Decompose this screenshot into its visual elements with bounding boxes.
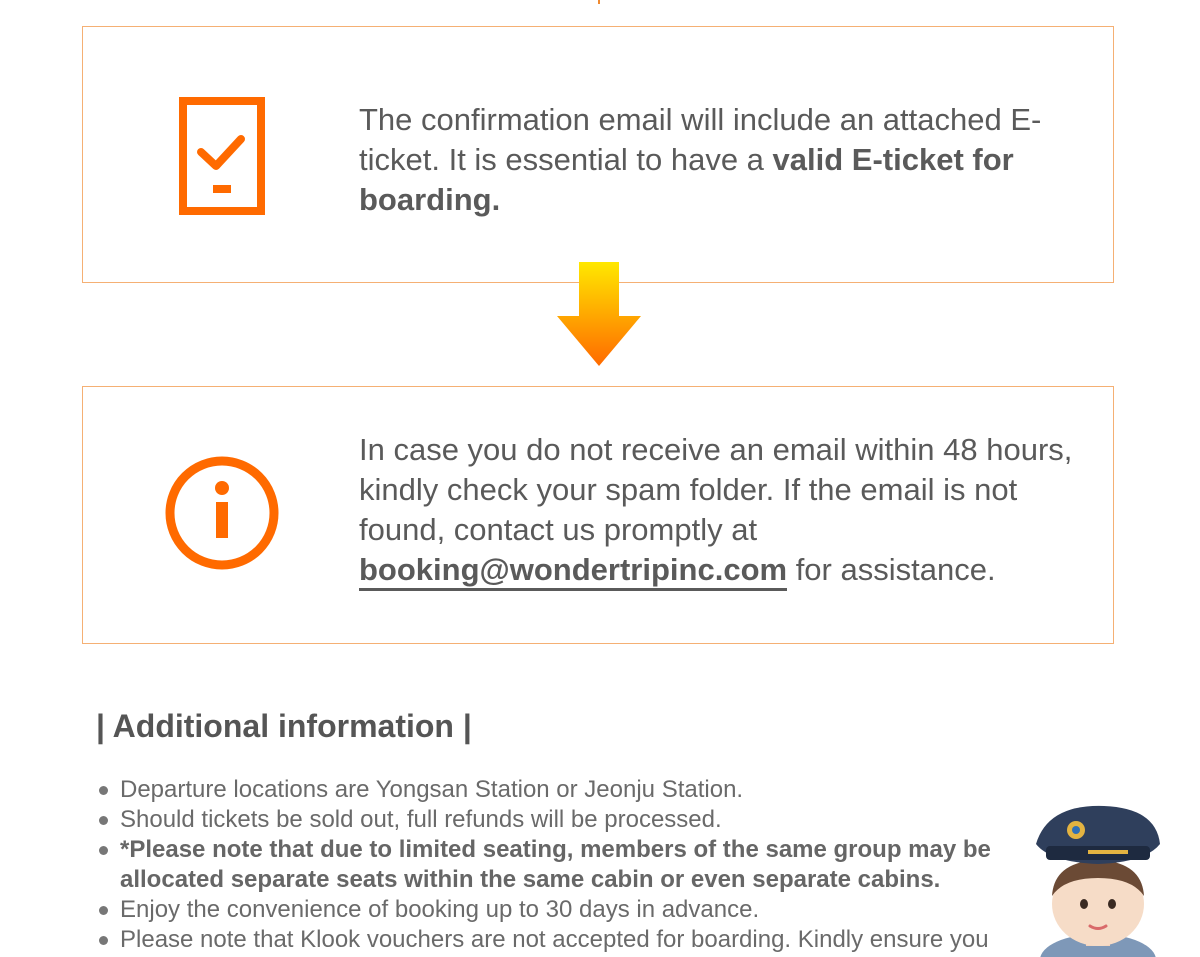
email-card: [82, 386, 1114, 644]
additional-info-list: [96, 775, 1056, 955]
eticket-emphasis: valid E-ticket for boarding.: [359, 142, 1014, 217]
top-connector: [598, 0, 600, 4]
down-arrow-icon: [557, 262, 641, 366]
eticket-card: [82, 26, 1114, 283]
info-icon: [163, 454, 281, 572]
email-text: In case you do not receive an email within 48 hours, kindly check your spam folder. If the email is not found, contact us promptly at booking@wondertripinc.com for assistance.: [359, 430, 1073, 590]
list-item: Departure locations are Yongsan Station or Jeonju Station.: [96, 775, 1056, 805]
list-item: *Please note that due to limited seating, members of the same group may be allocated separate seats within the same cabin or even separate cabins.: [96, 835, 1056, 895]
list-item: Should tickets be sold out, full refunds will be processed.: [96, 805, 1056, 835]
email-link[interactable]: booking@wondertripinc.com: [359, 552, 787, 591]
eticket-text: The confirmation email will include an attached E-ticket. It is essential to have a valid E-ticket for boarding.: [359, 102, 1042, 217]
phone-check-icon: [179, 97, 265, 215]
conductor-mascot-icon: [1028, 800, 1168, 957]
additional-info-title: | Additional information |: [96, 708, 472, 744]
list-item: Enjoy the convenience of booking up to 30 days in advance.: [96, 895, 1056, 925]
list-item: Please note that Klook vouchers are not accepted for boarding. Kindly ensure you: [96, 925, 1056, 955]
